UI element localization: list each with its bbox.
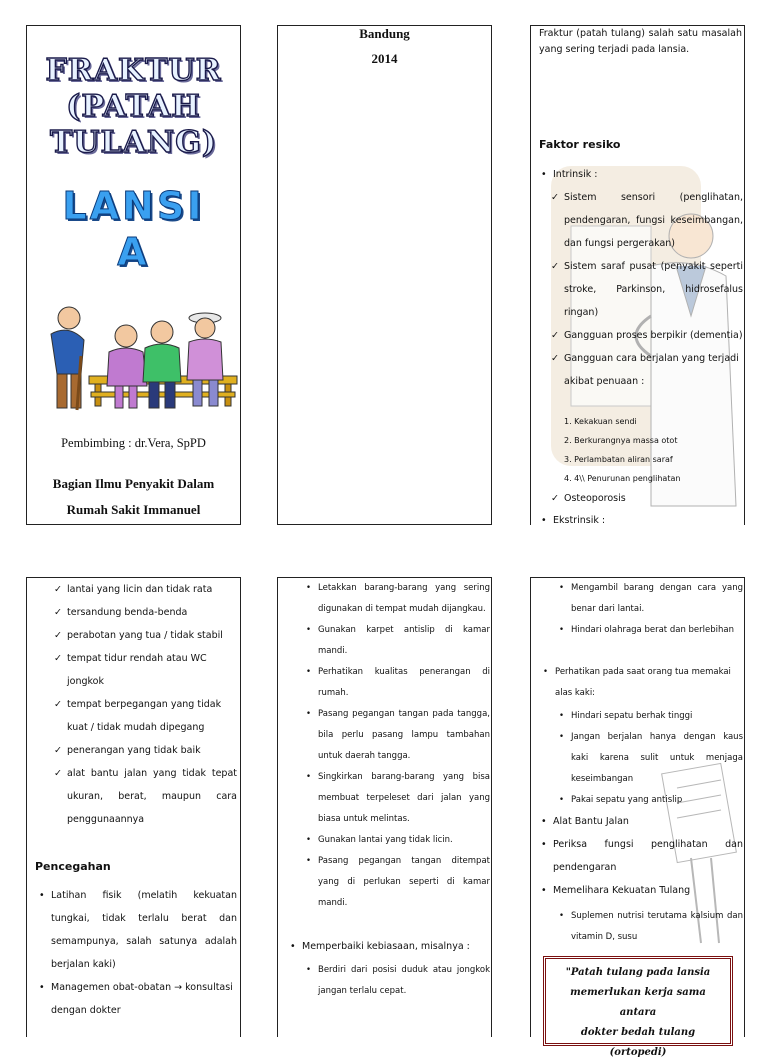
intro-text: Fraktur (patah tulang) salah satu masalah yang sering terjadi pada lansia. [539, 28, 742, 55]
risk-factors-panel [530, 25, 745, 525]
habits-label: • Memperbaiki kebiasaan, misalnya : [302, 936, 490, 957]
elderly-people-illustration [29, 296, 239, 416]
safety-item: • Pasang pegangan tangan pada tangga, bila perlu pasang lampu tambahan untuk daerah tangga. [318, 704, 490, 767]
prevention-item: • Managemen obat-obatan → konsultasi dengan dokter [51, 976, 237, 1022]
aging-item: 4. 4\\ Penurunan penglihatan [564, 474, 681, 483]
safety-item: • Perhatikan kualitas penerangan di rumah. [318, 662, 490, 704]
extrinsic-item: ✓ penerangan yang tidak baik [67, 739, 237, 762]
year-label: 2014 [371, 51, 398, 66]
aging-item: 3. Perlambatan aliran saraf [564, 455, 673, 464]
extrinsic-item: ✓ tempat tidur rendah atau WC jongkok [67, 647, 237, 693]
safety-item: • Letakkan barang-barang yang sering digunakan di tempat mudah dijangkau. [318, 578, 490, 620]
cover-panel [26, 25, 241, 525]
cover-hospital: Rumah Sakit Immanuel [66, 502, 201, 517]
footwear-item: • Jangan berjalan hanya dengan kaus kaki karena sulit untuk menjaga keseimbangan [571, 727, 743, 790]
prevention-item: • Latihan fisik (melatih kekuatan tungkai, tidak terlalu berat dan semampunya, salah satunya adalah berjalan kaki) [51, 884, 237, 976]
intrinsic-item: ✓ Sistem sensori (penglihatan, pendengaran, fungsi keseimbangan, dan fungsi pergerakan) [564, 186, 743, 255]
extrinsic-item: ✓ alat bantu jalan yang tidak tepat ukuran, berat, maupun cara penggunaannya [67, 762, 237, 831]
extrinsic-item: ✓ perabotan yang tua / tidak stabil [67, 624, 237, 647]
extrinsic-item: ✓ tersandung benda-benda [67, 601, 237, 624]
extrinsic-item: ✓ lantai yang licin dan tidak rata [67, 578, 237, 601]
cover-title-line1: FRAKTUR [45, 53, 222, 88]
safety-item: • Pasang pegangan tangan ditempat yang di perlukan seperti di kamar mandi. [318, 851, 490, 914]
intrinsic-label: • Intrinsik : [553, 164, 741, 185]
safety-item: • Singkirkan barang-barang yang bisa membuat terpeleset dari jalan yang biasa untuk melintas. [318, 767, 490, 830]
bone-item: • Suplemen nutrisi terutama kalsium dan vitamin D, susu [571, 906, 743, 948]
risk-heading: Faktor resiko [539, 138, 621, 151]
safety-item: • Gunakan karpet antislip di kamar mandi. [318, 620, 490, 662]
top-item: • Hindari olahraga berat dan berlebihan [571, 620, 743, 641]
intrinsic-item: ✓ Sistem saraf pusat (penyakit seperti stroke, Parkinson, hidrosefalus ringan) [564, 255, 743, 324]
prevention-panel [26, 577, 241, 1037]
extrinsic-label: • Ekstrinsik : [553, 510, 605, 531]
main-item: • Alat Bantu Jalan [553, 810, 743, 833]
habit-item: • Berdiri dari posisi duduk atau jongkok jangan terlalu cepat. [318, 960, 490, 1002]
top-item: • Mengambil barang dengan cara yang benar dari lantai. [571, 578, 743, 620]
city-label: Bandung [359, 26, 410, 41]
aging-item: 2. Berkurangnya massa otot [564, 436, 678, 445]
cover-title-line2: (PATAH [66, 89, 201, 124]
safety-item: • Gunakan lantai yang tidak licin. [318, 830, 490, 851]
back-panel [277, 25, 492, 525]
cover-subtitle-line1: LANSI [62, 184, 205, 228]
footwear-label: • Perhatikan pada saat orang tua memakai alas kaki: [555, 662, 743, 704]
more-prevention-panel [530, 577, 745, 1058]
quote-box [543, 956, 733, 1058]
main-item: • Periksa fungsi penglihatan dan pendengaran [553, 833, 743, 879]
home-safety-panel [277, 577, 492, 1037]
extrinsic-item: ✓ tempat berpegangan yang tidak kuat / tidak mudah dipegang [67, 693, 237, 739]
cover-subtitle-line2: A [117, 230, 150, 274]
quote-line: "Patah tulang pada lansia [565, 967, 711, 978]
cover-department: Bagian Ilmu Penyakit Dalam [52, 476, 215, 491]
quote-line: memerlukan kerja sama antara [570, 987, 706, 1018]
footwear-item: • Pakai sepatu yang antislip [571, 790, 743, 811]
intrinsic-item: ✓ Gangguan proses berpikir (dementia) [564, 324, 743, 347]
footwear-item: • Hindari sepatu berhak tinggi [571, 706, 743, 727]
prevention-heading: Pencegahan [35, 860, 111, 873]
main-item: • Memelihara Kekuatan Tulang [553, 879, 743, 902]
cover-supervisor: Pembimbing : dr.Vera, SpPD [61, 436, 206, 450]
cover-title-line3: TULANG) [49, 125, 218, 160]
quote-line: dokter bedah tulang (ortopedi) [580, 1027, 696, 1058]
intrinsic-item: ✓ Gangguan cara berjalan yang terjadi akibat penuaan : [564, 347, 743, 393]
aging-item: 1. Kekakuan sendi [564, 417, 637, 426]
osteoporosis-item: ✓ Osteoporosis [564, 488, 626, 509]
